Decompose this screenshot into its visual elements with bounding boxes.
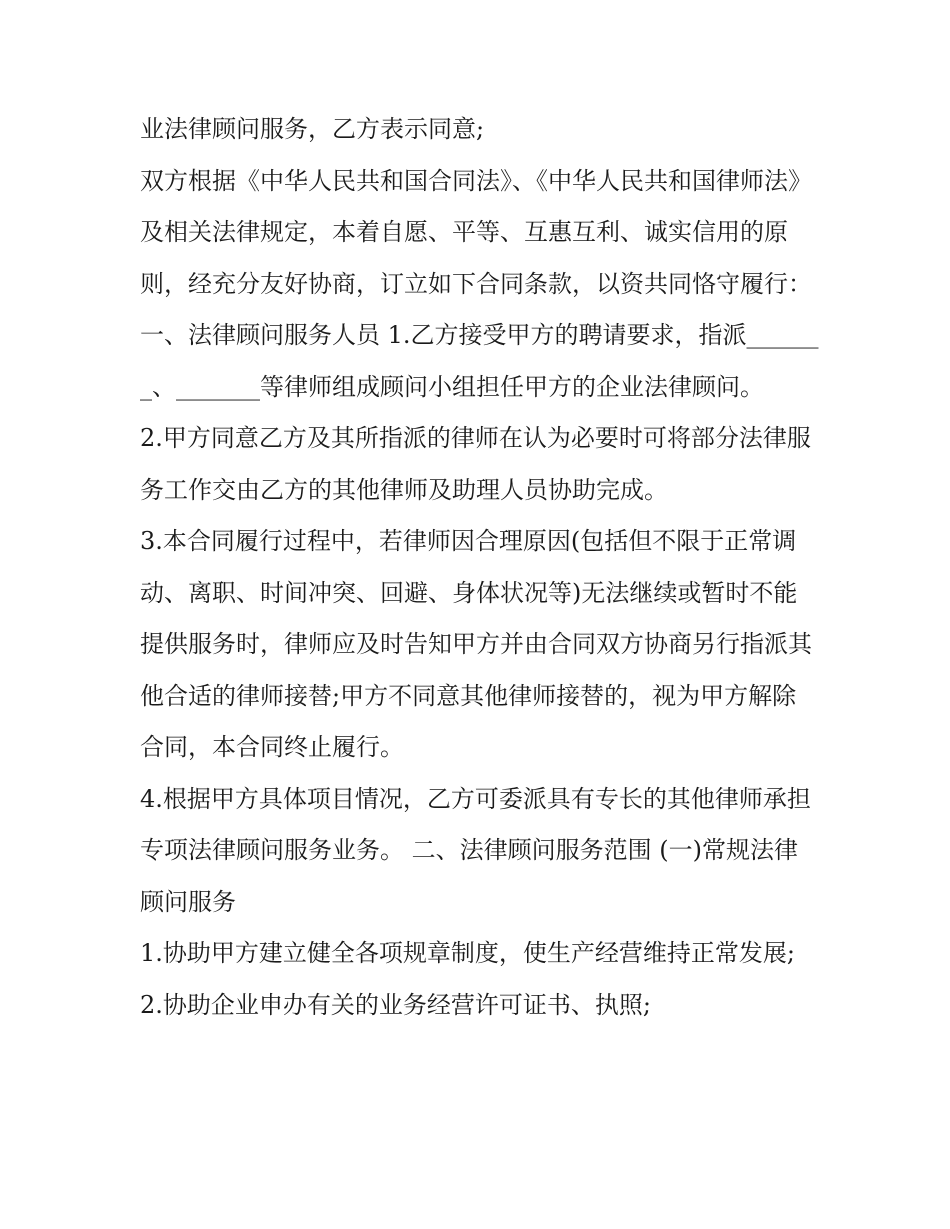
paragraph-2: 双方根据《中华人民共和国合同法》、《中华人民共和国律师法》及相关法律规定，本着自愿、平等、互惠互利、诚实信用的原则，经充分友好协商，订立如下合同条款，以资共同恪守履行： bbox=[140, 166, 812, 298]
paragraph-4: 2.甲方同意乙方及其所指派的律师在认为必要时可将部分法律服务工作交由乙方的其他律师及助理人员协助完成。 bbox=[140, 424, 811, 504]
paragraph-7: 1.协助甲方建立健全各项规章制度，使生产经营维持正常发展; bbox=[140, 939, 795, 967]
document-body bbox=[140, 104, 820, 1031]
paragraph-5: 3.本合同履行过程中，若律师因合理原因(包括但不限于正常调动、离职、时间冲突、回避、身体状况等)无法继续或暂时不能提供服务时，律师应及时告知甲方并由合同双方协商另行指派其他合适的律师接替;甲方不同意其他律师接替的，视为甲方解除合同，本合同终止履行。 bbox=[140, 527, 812, 761]
paragraph-3: 一、法律顾问服务人员 1.乙方接受甲方的聘请要求，指派_______、_______等律师组成顾问小组担任甲方的企业法律顾问。 bbox=[140, 321, 819, 401]
paragraph-8: 2.协助企业申办有关的业务经营许可证书、执照; bbox=[140, 990, 651, 1019]
paragraph-6: 4.根据甲方具体项目情况，乙方可委派具有专长的其他律师承担专项法律顾问服务业务。 二、法律顾问服务范围 (一)常规法律顾问服务 bbox=[140, 784, 811, 916]
paragraph-1: 业法律顾问服务，乙方表示同意; bbox=[140, 115, 485, 143]
